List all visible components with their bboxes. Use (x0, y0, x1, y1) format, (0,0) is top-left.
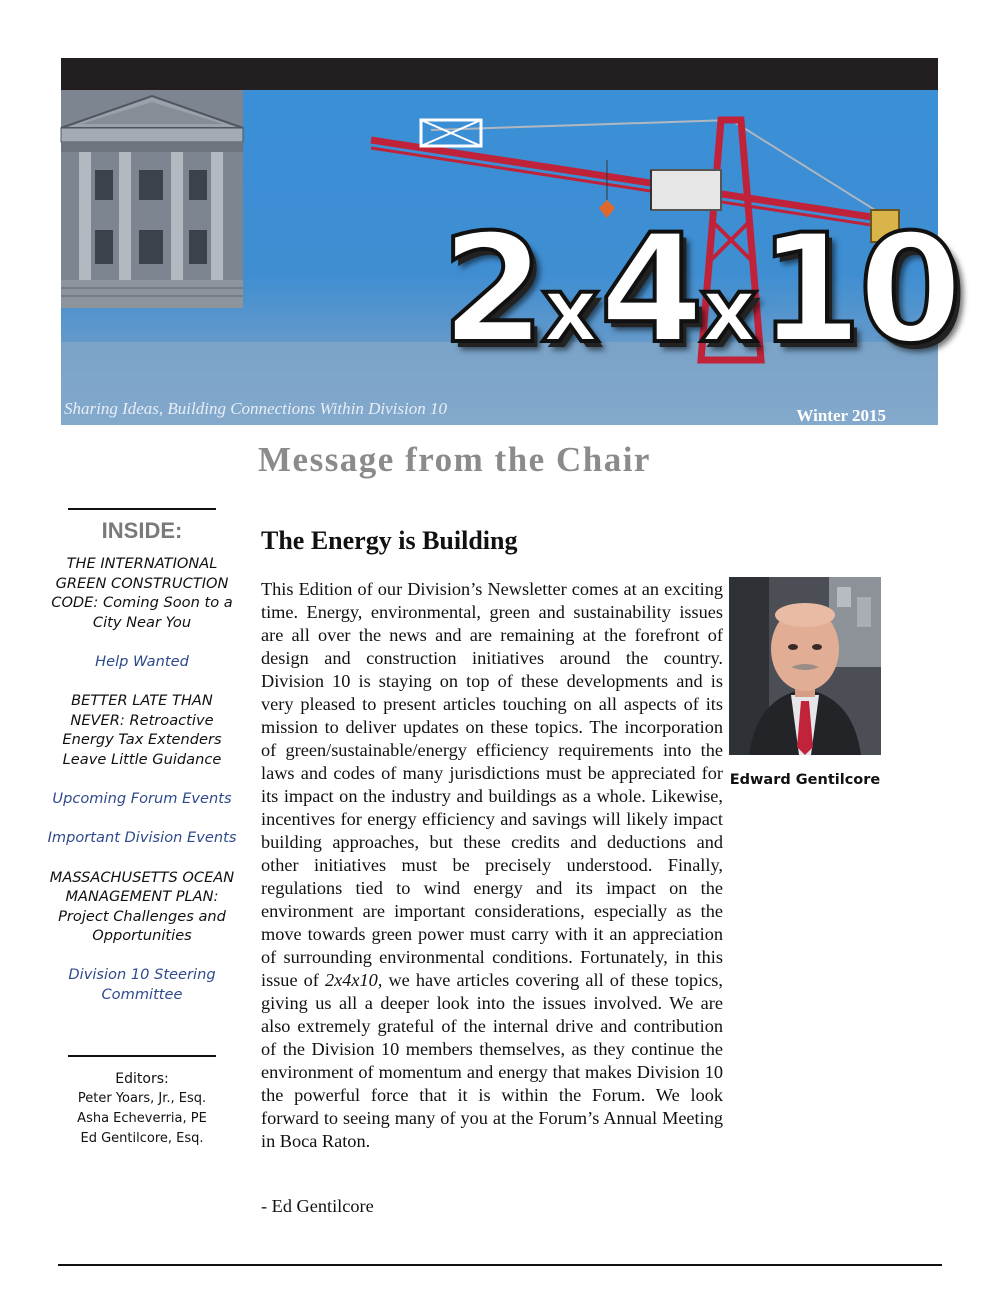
article-signoff: - Ed Gentilcore (261, 1196, 374, 1216)
inside-sidebar (44, 508, 240, 1149)
sidebar-heading: INSIDE: (101, 518, 183, 543)
sidebar-item-ocean-plan[interactable]: MASSACHUSETTS OCEAN MANAGEMENT PLAN: Project Challenges and Opportunities (49, 868, 235, 945)
sidebar-item-help-wanted[interactable]: Help Wanted (95, 652, 189, 670)
photo-caption: Edward Gentilcore (729, 772, 881, 788)
article-text: we have articles covering all of these topics, giving us all a deeper look into the issues involved. We are also extremely grateful of the internal drive and contribution of the Division 10 members themselves, as they continue the environment of momentum and energy that makes Division 10 the powerful force that it is within the Forum. We look forward to seeing many of you at the Forum’s Annual Meeting in Boca Raton. (261, 970, 723, 1151)
article-title: The Energy is Building (261, 526, 518, 555)
sidebar-item-tax-extenders[interactable]: BETTER LATE THAN NEVER: Retroactive Energy Tax Extenders Leave Little Guidance (62, 692, 222, 768)
sidebar-editors-rule (68, 1055, 216, 1057)
editors-block (44, 1055, 240, 1149)
sidebar-item-division-events[interactable]: Important Division Events (47, 829, 237, 847)
sidebar-item-green-code[interactable]: THE INTERNATIONAL GREEN CONSTRUCTION CODE: Coming Soon to a City Near You (51, 555, 233, 631)
editors-label: Editors: (115, 1070, 169, 1087)
editor-name: Asha Echeverria, PE (77, 1110, 207, 1126)
section-title: Message from the Chair (258, 440, 651, 479)
masthead-logo: 2x4x10 (441, 203, 959, 377)
header-top-bar (61, 58, 938, 90)
sidebar-item-steering-committee[interactable]: Division 10 Steering Committee (68, 966, 216, 1004)
edition-label: Winter 2015 (796, 406, 886, 425)
newsletter-name: 2x4x10, (324, 970, 383, 990)
masthead-banner (61, 90, 959, 425)
editor-name: Peter Yoars, Jr., Esq. (77, 1090, 207, 1106)
page-bottom-rule (58, 1264, 942, 1266)
article-text: This Edition of our Division’s Newsletter comes at an exciting time. Energy, environmental, green and sustainability issues are all over the news and are remaining at the forefront of design and construction initiatives around the country. Division 10 is staying on top of these developments and is very pleased to present articles touching on all aspects of its mission to deliver updates on these topics. The incorporation of green/sustainable/energy efficiency requirements into the laws and codes of many jurisdictions must be appreciated for its impact on the industry and buildings as a whole. Likewise, incentives for energy efficiency and savings will likely impact building approaches, but these credits and deductions and other initiatives must be precisely understood. Finally, regulations tied to wind energy and its impact on the environment are important considerations, especially as the move towards green power must carry with it an appreciation of surrounding environmental conditions. Fortunately, in this issue of (261, 579, 723, 990)
tagline: Sharing Ideas, Building Connections Within Division 10 (64, 399, 447, 418)
editor-name: Ed Gentilcore, Esq. (80, 1130, 204, 1146)
chair-portrait-photo (729, 577, 881, 755)
courthouse-image (61, 90, 243, 308)
sidebar-top-rule (68, 508, 216, 510)
sidebar-item-forum-events[interactable]: Upcoming Forum Events (52, 790, 232, 808)
article-body (261, 578, 723, 1153)
